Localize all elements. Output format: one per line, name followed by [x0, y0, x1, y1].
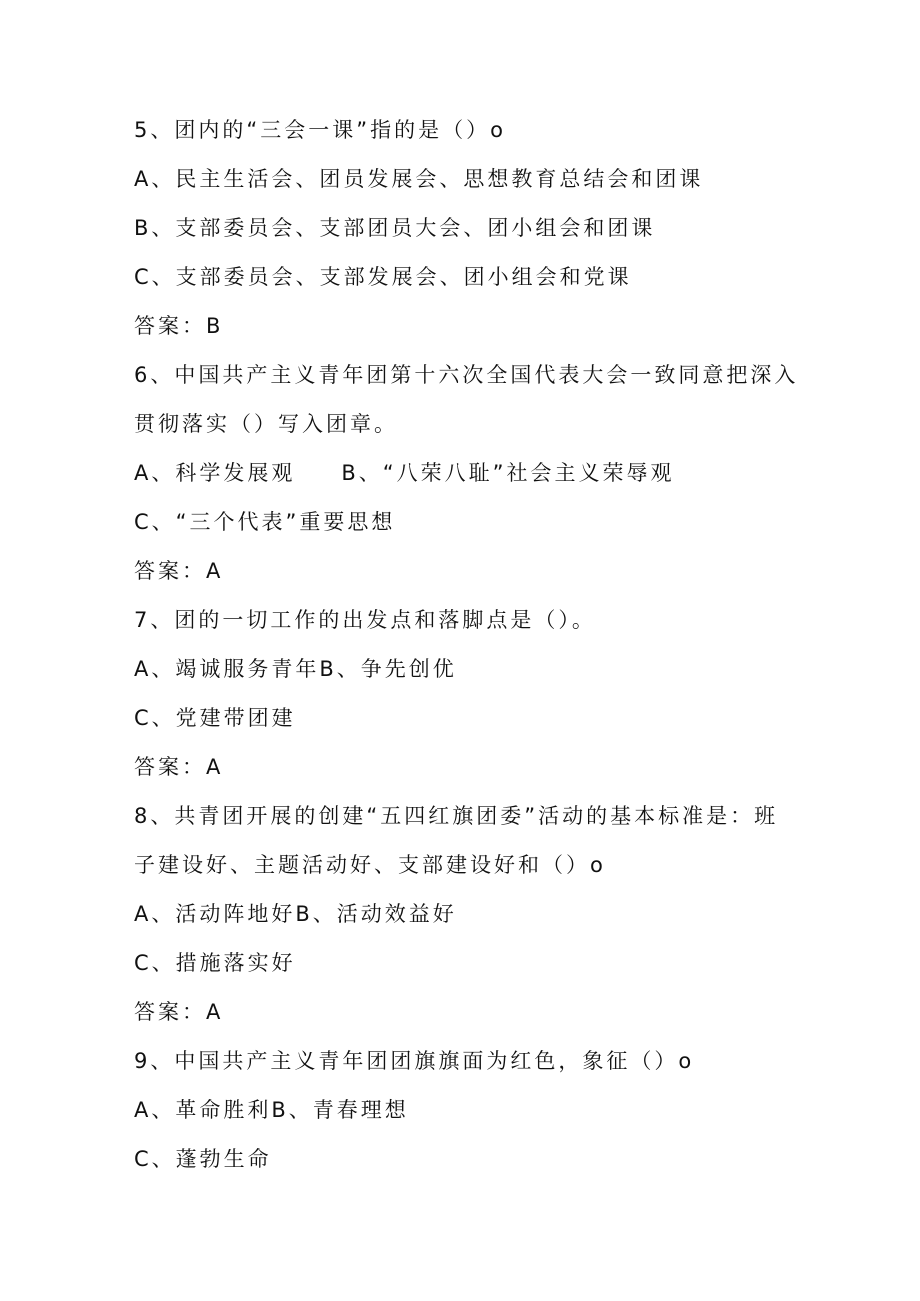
question-5-stem: 5、团内的“三会一课”指的是（）o: [134, 118, 506, 142]
question-9-option-c: C、蓬勃生命: [134, 1147, 272, 1171]
question-5-option-a: A、民主生活会、团员发展会、思想教育总结会和团课: [134, 167, 704, 191]
question-7-stem: 7、团的一切工作的出发点和落脚点是（）。: [134, 608, 596, 632]
question-6-option-c: C、“三个代表”重要思想: [134, 510, 396, 534]
question-9-stem: 9、中国共产主义青年团团旗旗面为红色，象征（）o: [134, 1049, 695, 1073]
question-8-answer: 答案：A: [134, 1000, 224, 1024]
question-8-options-ab: A、活动阵地好B、活动效益好: [134, 902, 457, 926]
question-6-stem-line-1: 6、中国共产主义青年团第十六次全国代表大会一致同意把深入: [134, 363, 799, 387]
question-7-option-c: C、党建带团建: [134, 706, 296, 730]
question-9-options-ab: A、革命胜利B、青春理想: [134, 1098, 409, 1122]
question-list: [134, 106, 799, 1184]
question-8-stem-line-1: 8、共青团开展的创建“五四红旗团委”活动的基本标准是：班: [134, 804, 779, 828]
question-6-answer: 答案：A: [134, 559, 224, 583]
question-5-answer: 答案：B: [134, 314, 224, 338]
question-6-option-a: A、科学发展观: [134, 461, 296, 485]
question-6-option-b: B、“八荣八耻”社会主义荣辱观: [341, 461, 675, 485]
question-6-options-ab: [134, 449, 794, 498]
question-5-option-c: C、支部委员会、支部发展会、团小组会和党课: [134, 265, 632, 289]
question-6-stem-line-2: 贯彻落实（）写入团章。: [134, 412, 398, 436]
question-8-stem-line-2: 子建设好、主题活动好、支部建设好和（）o: [134, 853, 606, 877]
question-8-option-c: C、措施落实好: [134, 951, 296, 975]
question-7-options-ab: A、竭诚服务青年B、争先创优: [134, 657, 457, 681]
question-5-option-b: B、支部委员会、支部团员大会、团小组会和团课: [134, 216, 656, 240]
question-7-answer: 答案：A: [134, 755, 224, 779]
